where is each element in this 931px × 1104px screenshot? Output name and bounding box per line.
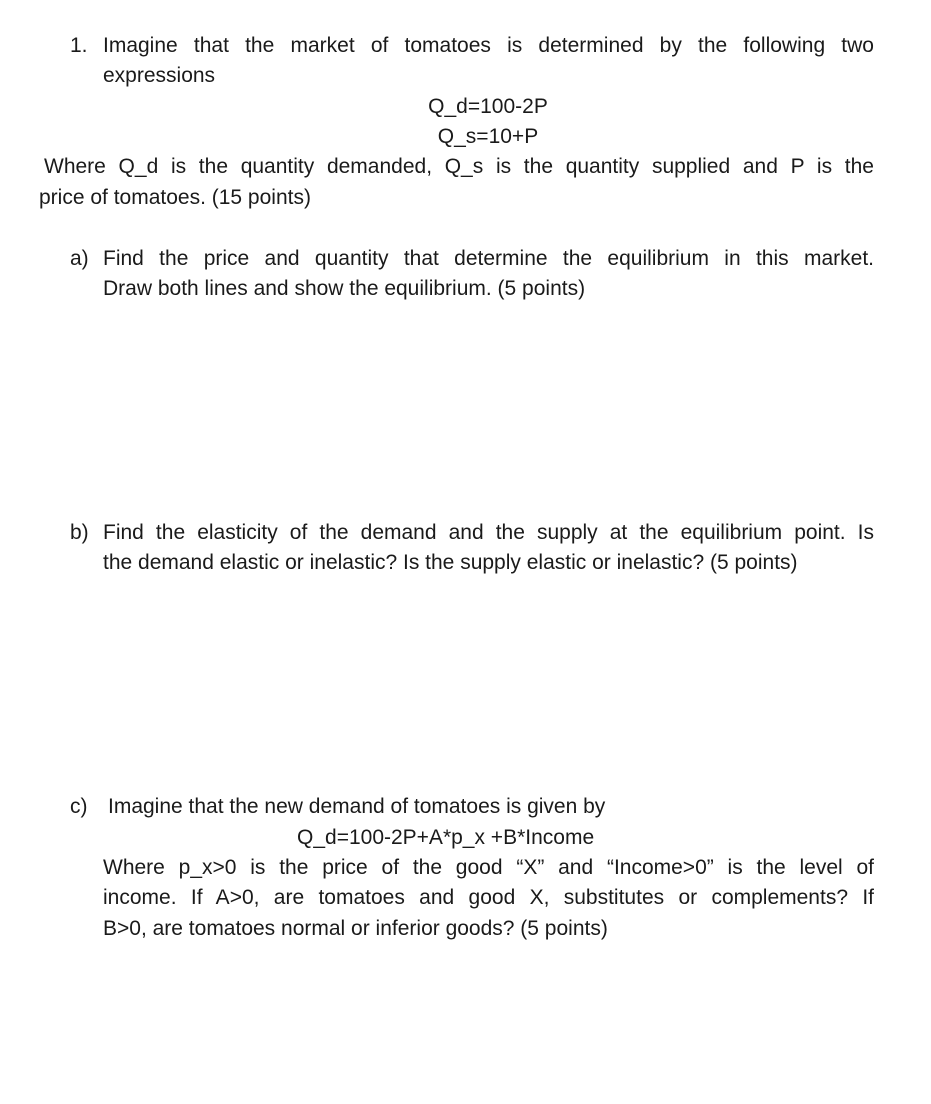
part-a-label: a) <box>70 247 89 270</box>
part-a-line-2: Draw both lines and show the equilibrium. (5 points) <box>103 277 586 300</box>
part-b-line-2: the demand elastic or inelastic? Is the supply elastic or inelastic? (5 points) <box>103 551 798 574</box>
definitions-line-2: price of tomatoes. (15 points) <box>39 186 311 209</box>
question-intro-line-1: Imagine that the market of tomatoes is determined by the following two <box>103 34 874 57</box>
demand-equation: Q_d=100-2P <box>428 95 548 118</box>
part-c-line-4: B>0, are tomatoes normal or inferior goods? (5 points) <box>103 917 608 940</box>
question-intro-line-2: expressions <box>103 64 216 87</box>
question-number: 1. <box>70 34 88 57</box>
part-c-line-1: Imagine that the new demand of tomatoes is given by <box>108 795 606 818</box>
part-c-line-2: Where p_x>0 is the price of the good “X” and “Income>0” is the level of <box>103 856 874 879</box>
part-c-label: c) <box>70 795 88 818</box>
definitions-line-1: Where Q_d is the quantity demanded, Q_s is the quantity supplied and P is the <box>44 155 874 178</box>
part-c-line-3: income. If A>0, are tomatoes and good X, substitutes or complements? If <box>103 886 874 909</box>
part-b-line-1: Find the elasticity of the demand and the supply at the equilibrium point. Is <box>103 521 874 544</box>
supply-equation: Q_s=10+P <box>437 125 539 148</box>
new-demand-equation: Q_d=100-2P+A*p_x +B*Income <box>297 826 595 849</box>
part-a-line-1: Find the price and quantity that determine the equilibrium in this market. <box>103 247 874 270</box>
part-b-label: b) <box>70 521 89 544</box>
